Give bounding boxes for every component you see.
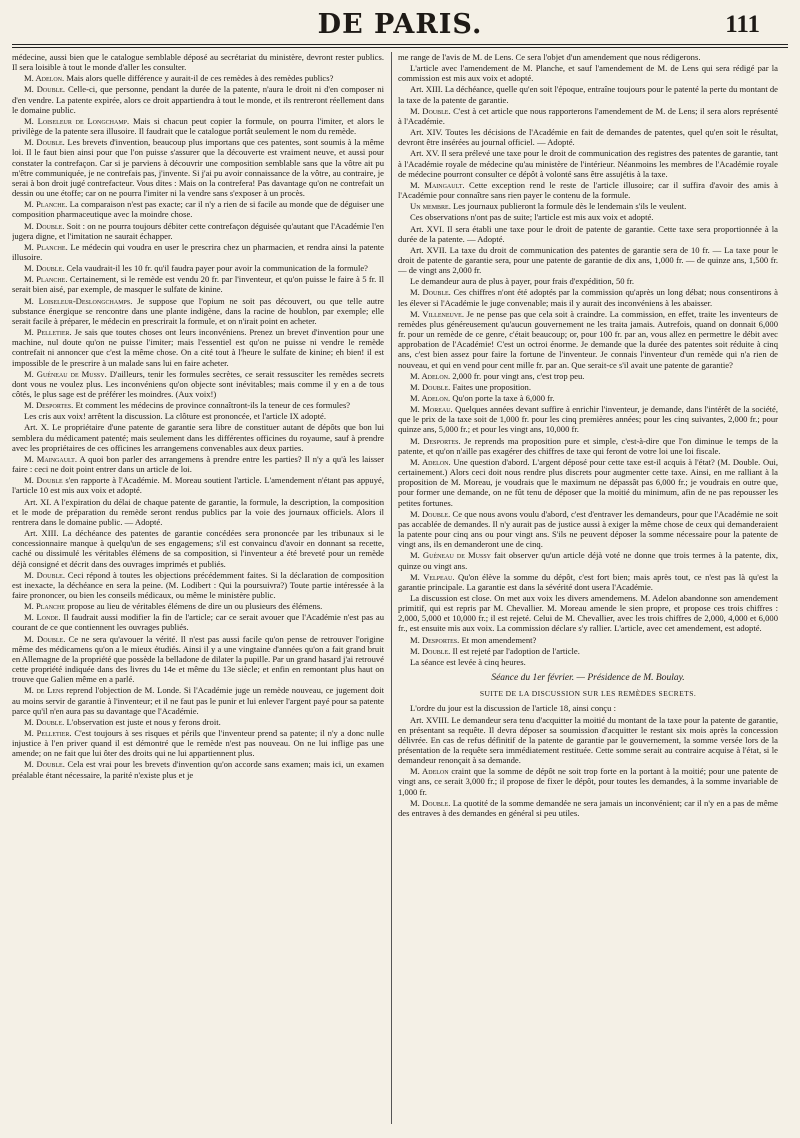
paragraph-text: Cela vaudrait-il les 10 fr. qu'il faudra payer pour avoir la communication de la formule?	[66, 263, 368, 274]
paragraph	[398, 63, 778, 83]
paragraph-text: s'en rapporte à l'Académie. M. Moreau soutient l'article. L'amendement n'étant pas appuyé, l'article 10 est mis aux voix et adopté.	[12, 475, 384, 496]
speaker-name: M. Desportes.	[24, 400, 74, 411]
paragraph	[12, 759, 384, 779]
speaker-name: Un membre.	[410, 201, 451, 212]
speaker-name: M. Planche.	[24, 199, 68, 210]
column-divider	[391, 52, 392, 1124]
paragraph	[398, 657, 778, 667]
paragraph	[398, 180, 778, 200]
paragraph	[398, 201, 778, 211]
paragraph-text: reprend l'objection de M. Londe. Si l'Académie juge un remède nouveau, ce jugement doit au moins servir de garantie à l'inventeur; et il ne faut pas le punir et lui enlever l'argent payé pour sa patente parce qu'il n'en aura pas su davantage que l'Académie.	[12, 685, 384, 716]
paragraph	[12, 612, 384, 632]
paragraph-text: Art. XVIII. Le demandeur sera tenu d'acquitter la moitié du montant de la taxe pour la patente de garantie, en présentant sa requête. Il devra déposer sa soumission d'acquitter le restant six mois après la concession délivrée. En cas de refus définitif de la patente de garantie par le gouvernement, la somme versée lors de la présentation de la requête sera immédiatement restituée. Cette somme serait au contraire acquise à l'état, si le demandeur renonçait à sa demande.	[398, 714, 778, 766]
paragraph-text: La discussion est close. On met aux voix les divers amendemens. M. Adelon abandonne son amendement primitif, qui est repris par M. Chevallier. M. Moreau amende le sien propre, et propose ces trois chiffres : 2,000, 5,000 et 10,000 fr.; il est rejeté. Celui de M. Chevallier, avec les trois chiffres de 2,000, 4,000 et 6,000 fr., est ensuite mis aux voix. La commission déclare s'y rallier. L'article, avec cet amendement, est adopté.	[398, 592, 778, 634]
paragraph	[398, 509, 778, 550]
paragraph-text: 2,000 fr. pour vingt ans, c'est trop peu.	[452, 370, 585, 381]
paragraph	[398, 457, 778, 508]
paragraph	[398, 766, 778, 796]
paragraph-text: D'ailleurs, tenir les formules secrètes, ce serait ressusciter les remèdes secrets dont vous ne voulez plus. Les inconvéniens qu'on objecte sont inévitables; mais comme il y en a de tous côtés, le plus sage est de préférer les moindres. (Aux voix!)	[12, 368, 384, 399]
paragraph-text: Et comment les médecins de province connaîtront-ils la teneur de ces formules?	[75, 400, 351, 411]
paragraph-text: Ces chiffres n'ont été adoptés par la commission qu'après un long débat; nous consentirons à les élever si l'Académie le juge convenable; mais il y aurait des inconvéniens à les abaisser.	[398, 287, 778, 308]
speaker-name: M. Adelon.	[410, 456, 451, 467]
paragraph	[398, 382, 778, 392]
paragraph-text: propose au lieu de véritables élémens de dire un ou plusieurs des élémens.	[67, 601, 323, 612]
paragraph	[398, 52, 778, 62]
paragraph-text: Il faudrait aussi modifier la fin de l'article; car ce serait avouer que l'Académie n'est pas au courant de ce que contiennent les ouvrages publiés.	[12, 612, 384, 633]
paragraph	[12, 454, 384, 474]
paragraph-text: Les brevets d'invention, beaucoup plus importans que ces patentes, sont soumis à la même loi. Il le faut bien ainsi pour que l'on puisse s'assurer que la découverte est vraiment neuve, et aussi pour constater la contrefaçon. Car si je parviens à découvrir une composition semblable sans que la vôtre ait pu m'être communiquée, je ne contrefais pas, j'invente. Si j'ai pu avoir connaissance de la vôtre, au contraire, je serai à bon droit jugé contrefacteur. Vous dites : Mais on la contrefera! Pas davantage qu'on ne contrefait un dessin ou une étoffe; car on ne pourra l'imiter ni la vendre sans s'exposer à un procès.	[12, 137, 384, 199]
speaker-name: M. Pelletier.	[24, 327, 72, 338]
paragraph-text: Je reprends ma proposition pure et simple, c'est-à-dire que l'on diminue le temps de la patente, et qu'on n'aille pas exagérer des chiffres de taxe qui feront de votre loi une loi fiscale.	[398, 435, 778, 456]
paragraph	[398, 593, 778, 634]
speaker-name: M. Double.	[24, 263, 65, 274]
speaker-name: M. Guéneau de Mussy.	[24, 368, 107, 379]
speaker-name: M. Pelletier.	[24, 728, 72, 738]
paragraph	[398, 572, 778, 592]
speaker-name: M. Maingault.	[410, 179, 465, 190]
speaker-name: M. Double.	[410, 508, 451, 519]
speaker-name: M. Double.	[24, 137, 65, 148]
paragraph	[398, 715, 778, 766]
paragraph	[12, 84, 384, 114]
paragraph-text: Art. XI. A l'expiration du délai de chaque patente de garantie, la formule, la description, la composition et le mode de préparation du remède seront rendus publics par la voie des journaux officiels. Alors il rentrera dans le domaine public. — Adopté.	[12, 496, 384, 527]
paragraph	[12, 528, 384, 569]
speaker-name: M. de Lens	[24, 685, 64, 696]
left-column	[12, 52, 384, 1124]
paragraph-text: Art. X. Le propriétaire d'une patente de garantie sera libre de constituer autant de dépôts que bon lui semblera du médicament patenté; mais seulement dans les différentes officines du royaume, sauf à prendre avec les propriétaires de ces officines les arrangemens convenables aux deux parties.	[12, 422, 384, 453]
paragraph-text: Les cris aux voix! arrêtent la discussion. La clôture est prononcée, et l'article IX adopté.	[24, 411, 326, 422]
paragraph-text: Qu'on porte la taxe à 6,000 fr.	[452, 393, 555, 403]
paragraph	[12, 221, 384, 241]
paragraph	[12, 274, 384, 294]
paragraph-text: Mais alors quelle différence y aurait-il de ces remèdes à des remèdes publics?	[66, 73, 334, 84]
paragraph	[398, 703, 778, 713]
paragraph-text: C'est à cet article que nous rapporterons l'amendement de M. de Lens; il sera alors représenté à l'Académie.	[398, 105, 778, 126]
paragraph-text: Je sais que toutes choses ont leurs inconvéniens. Prenez un brevet d'invention pour une machine, nul doute qu'on ne puisse l'imiter; mais l'essentiel est qu'on ne puisse ni vendre le remède contrefait ni annoncer que c'est la même chose. On a cité tout à l'heure le sulfate de kinine; eh bien! il est impossible de le prescrire à un malade sans lui en faire acheter.	[12, 327, 384, 368]
speaker-name: M. Planche.	[24, 241, 68, 252]
paragraph-text: Ce que nous avons voulu d'abord, c'est d'entraver les demandeurs, pour que l'Académie ne soit pas accablée de demandes. Il n'y aurait pas de justice aussi à exiger la même chose de ceux qui demanderaient la patente pour cinq ans ou pour vingt ans. S'ils ne peuvent déposer la somme nécessaire pour la patente de vingt ans, ils en demanderont une de cinq.	[398, 508, 778, 550]
paragraph-text: Il est rejeté par l'adoption de l'article.	[452, 645, 580, 656]
paragraph	[12, 717, 384, 727]
paragraph-text: Art. XVII. La taxe du droit de communication des patentes de garantie sera de 10 fr. — La taxe pour le droit de patente de garantie sera, pour une patente de garantie de dix ans, 1,000 fr. — de quinze ans, 1,500 fr. — de vingt ans 2,000 fr.	[398, 244, 778, 276]
paragraph	[398, 224, 778, 244]
paragraph-text: Art. XVI. Il sera établi une taxe pour le droit de patente de garantie. Cette taxe sera proportionnée à la durée de la patente. — Adopté.	[398, 223, 778, 244]
paragraph	[12, 369, 384, 399]
paragraph	[398, 245, 778, 275]
paragraph	[12, 263, 384, 273]
paragraph-text: Art. XIII. La déchéance des patentes de garantie concédées sera prononcée par les tribunaux si le concessionnaire manque à quelqu'un de ses engagemens; s'il est convaincu d'avoir en donnant sa recette, caché ou dissimulé les véritables élémens de sa composition, si l'inventeur a été breveté pour un remède déjà consigné et décrit dans des ouvrages imprimés et publiés.	[12, 528, 384, 569]
speaker-name: M. Guéneau de Mussy	[410, 550, 491, 561]
paragraph	[398, 371, 778, 381]
paragraph	[398, 798, 778, 818]
speaker-name: M. Planche	[24, 601, 66, 612]
speaker-name: M. Double.	[24, 633, 66, 644]
speaker-name: M. Loiseleur de Longchamp.	[24, 115, 130, 126]
paragraph-text: Cette exception rend le reste de l'article illusoire; car il suffira d'avoir des amis à l'Académie pour connaître sans rien payer le contenu de la formule.	[398, 179, 778, 201]
paragraph	[12, 52, 384, 72]
paragraph	[12, 411, 384, 421]
session-title: Séance du 1er février. — Présidence de M. Boulay.	[491, 673, 685, 684]
speaker-name: M. Moreau.	[410, 404, 453, 415]
speaker-name: M. Velpeau.	[410, 571, 455, 582]
paragraph	[12, 570, 384, 600]
paragraph-text: Mais si chacun peut copier la formule, on pourra l'imiter, et alors le privilège de la patente sera illusoire. Il faudrait que le catalogue portât seulement le nom du remède.	[12, 115, 384, 137]
paragraph	[12, 475, 384, 495]
speaker-name: M. Double.	[24, 220, 65, 231]
speaker-name: M. Double.	[24, 716, 65, 727]
speaker-name: M. Double.	[410, 381, 451, 392]
paragraph-text: Quelques années devant suffire à enrichir l'inventeur, je demande, dans l'intérêt de la société, que le prix de la taxe soit de 1,000 fr. pour les cinq premières années; pour les cinq suivantes, 2,000 fr.; pour quinze ans, 5,000 fr.; et pour les vingt ans, 10,000 fr.	[398, 404, 778, 435]
speaker-name: M. Double.	[24, 569, 65, 580]
session-subtitle: SUITE DE LA DISCUSSION SUR LES REMÈDES SECRETS.	[479, 689, 697, 699]
speaker-name: M. Adelon.	[410, 393, 451, 403]
paragraph	[12, 497, 384, 527]
paragraph-text: fait observer qu'un article déjà voté ne donne que trois termes à la patente, dix, quinze ou vingt ans.	[398, 550, 778, 571]
paragraph	[398, 276, 778, 286]
paragraph	[12, 137, 384, 198]
paragraph	[398, 393, 778, 403]
paragraph	[12, 327, 384, 368]
paragraph-text: A quoi bon parler des arrangemens à prendre entre les parties? Il n'y a qu'à les laisser faire : ceci ne doit point entrer dans un article de loi.	[12, 453, 384, 475]
speaker-name: M. Adelon.	[410, 370, 451, 381]
paragraph	[12, 199, 384, 219]
page-number: 111	[725, 11, 760, 38]
paragraph	[398, 148, 778, 178]
paragraph-text: Soit : on ne pourra toujours débiter cette contrefaçon déguisée qu'autant que l'Académie l'en jugera digne, et l'imitation ne saurait échapper.	[12, 220, 384, 241]
paragraph-text: Je suppose que l'opium ne soit pas découvert, ou que telle autre substance énergique se rencontre dans une plante indigène, dans la racine de houblon, par exemple; elle serait facile à préparer, le médecin en prescrirait la formule, et on n'irait point en acheter.	[12, 295, 384, 326]
paragraph	[398, 212, 778, 222]
speaker-name: M. Desportes.	[410, 634, 460, 645]
speaker-name: M. Londe.	[24, 612, 61, 623]
paragraph	[398, 84, 778, 104]
speaker-name: M. Desportes.	[410, 435, 461, 446]
paragraph	[12, 116, 384, 136]
paragraph-text: L'ordre du jour est la discussion de l'article 18, ainsi conçu :	[410, 703, 616, 714]
paragraph-text: La séance est levée à cinq heures.	[410, 656, 526, 667]
paragraph-text: La comparaison n'est pas exacte; car il n'y a rien de si facile au monde que de déguiser une composition pharmaceutique avec la moindre chose.	[12, 199, 384, 220]
speaker-name: M. Double.	[410, 287, 451, 298]
paragraph-text: Ce ne sera qu'avouer la vérité. Il n'est pas aussi facile qu'on pense de retrouver l'origine même des médicamens qu'on a le mieux étudiés. Ainsi il y a une vingtaine d'années qu'on a fait grand bruit en Allemagne de la propriété que possède la belladone de dilater la pupille. Par un grand hasard j'ai retrouvé cette propriété indiquée dans des livres du 14e et même du 13e siècle; et enfin en remontant plus haut on trouve que Galien même en a parlé.	[12, 633, 384, 685]
paragraph-text: Art. XV. Il sera prélevé une taxe pour le droit de communication des registres des patentes de garantie, tant à l'Académie royale de médecine qu'au ministère de l'intérieur. Néanmoins les membres de l'Académie royale de médecine pourront consulter ce dépôt à volonté sans être assujétis à la taxe.	[398, 148, 778, 179]
speaker-name: M. Maingault.	[24, 453, 77, 464]
paragraph	[398, 646, 778, 656]
header-rule	[12, 44, 788, 48]
paragraph	[398, 127, 778, 147]
paragraph-text: C'est toujours à ses risques et périls que l'inventeur prend sa patente; il n'y a donc nulle injustice à l'en priver quand il est démontré que le remède n'est pas nouveau. On ne lui inflige pas une amende; on ne fait que lui ôter des droits qui ne lui appartiennent plus.	[12, 728, 384, 759]
paragraph	[12, 400, 384, 410]
paragraph-text: Les journaux publieront la formule dès le lendemain s'ils le veulent.	[453, 201, 687, 212]
paragraph	[398, 287, 778, 307]
paragraph-text: craint que la somme de dépôt ne soit trop forte en la portant à la moitié; pour une patente de vingt ans, ce serait 3,000 fr.; il propose de fixer le dépôt, pour toutes les demandes, à la somme invariable de 1,000 fr.	[398, 766, 778, 797]
paragraph	[12, 728, 384, 758]
paragraph	[12, 422, 384, 452]
paragraph	[12, 634, 384, 685]
paragraph	[12, 73, 384, 83]
masthead	[0, 8, 800, 42]
paragraph-text: Ces observations n'ont pas de suite; l'article est mis aux voix et adopté.	[410, 212, 654, 223]
paragraph	[12, 601, 384, 611]
speaker-name: M. Adelon	[410, 766, 449, 777]
paragraph-text: Art. XIII. La déchéance, quelle qu'en soit l'époque, entraîne toujours pour le patenté la perte du montant de la taxe de la patente de garantie.	[398, 84, 778, 105]
paragraph-text: Celle-ci, que personne, pendant la durée de la patente, n'aura le droit ni d'en composer ni d'en vendre. La patente expirée, alors ce droit appartiendra à tout le monde, et ils rentreront réellement dans le domaine public.	[12, 84, 384, 115]
right-column	[398, 52, 778, 1124]
paragraph-text: Art. XIV. Toutes les décisions de l'Académie en fait de demandes de patentes, quel qu'en soit le résultat, devront être insérées au journal officiel. — Adopté.	[398, 127, 778, 148]
paragraph-text: médecine, aussi bien que le catalogue semblable déposé au secrétariat du ministère, devront rester publics. Il sera loisible à tout le monde d'aller les consulter.	[12, 52, 384, 73]
paragraph-text: L'observation est juste et nous y ferons droit.	[66, 716, 221, 727]
paragraph	[398, 404, 778, 434]
speaker-name: M. Loiseleur-Deslongchamps.	[24, 295, 133, 306]
paragraph-text: Qu'on élève la somme du dépôt, c'est fort bien; mais après tout, ce n'est pas là qu'est la garantie principale. La garantie est dans la sévérité dont usera l'Académie.	[398, 571, 778, 592]
speaker-name: M. Double.	[24, 759, 65, 770]
paragraph-text: Et mon amendement?	[461, 634, 537, 645]
speaker-name: M. Villeneuve.	[410, 308, 464, 319]
paragraph-text: La quotité de la somme demandée ne sera jamais un inconvénient; car il n'y en a pas de même des entraves à des demandes en général si peu utiles.	[398, 797, 778, 818]
paragraph-text: me range de l'avis de M. de Lens. Ce sera l'objet d'un amendement que nous rédigerons.	[398, 52, 701, 62]
paragraph-text: Certainement, si le remède est vendu 20 fr. par l'inventeur, et qu'on puisse le faire à 5 fr. Il serait bien aisé, par exemple, de masquer le sulfate de kinine.	[12, 274, 384, 295]
paragraph	[12, 685, 384, 715]
speaker-name: M. Planche.	[24, 274, 68, 285]
paragraph-text: Faites une proposition.	[452, 381, 531, 392]
speaker-name: M. Double.	[410, 797, 451, 808]
speaker-name: M. Adelon.	[24, 73, 65, 84]
paragraph-text: Cela est vrai pour les brevets d'invention qu'on accorde sans examen; mais ici, un examen préalable étant nécessaire, la parité n'existe plus et je	[12, 759, 384, 780]
speaker-name: M. Double	[24, 475, 63, 486]
paragraph-text: Le demandeur aura de plus à payer, pour frais d'expédition, 50 fr.	[410, 276, 635, 287]
paragraph-text: Je ne pense pas que cela soit à craindre. La commission, en effet, traite les inventeurs de remèdes plus généreusement qu'aucun gouvernement ne les traita jamais. Autrefois, quand on donnait 6,000 fr. pour un remède de ce genre, c'était beaucoup; or, pour 100 fr. par an, vous allez en permettre le débit avec approbation de l'Académie! C'est un octroi énorme. Je demande que la durée des patentes soit réduite à cinq ans, c'est bien assez pour faire la fortune de l'inventeur. Je connais l'inventeur d'un remède qui n'a rien de nouveau, et qui en vend pour cent mille fr. par an. Que serait-ce s'il avait une patente de garantie?	[398, 308, 778, 370]
speaker-name: M. Double.	[410, 105, 451, 116]
speaker-name: M. Double.	[410, 645, 451, 656]
paragraph	[398, 550, 778, 570]
paragraph-text: Une question d'abord. L'argent déposé pour cette taxe est-il acquis à l'état? (M. Double. Oui, certainement.) Alors ceci doit nous rendre plus discrets pour augmenter cette taxe. Ainsi, en me ralliant à la proposition de M. Moreau, je voudrais que le maximum ne dépassât pas 6,000 fr.; je voudrais en outre que, pour former une demande, on ne fût tenu de déposer que la moitié du minimum, afin de ne pas repousser les petites fortunes.	[398, 456, 778, 508]
paragraph	[398, 309, 778, 370]
paragraph	[398, 436, 778, 456]
speaker-name: M. Double.	[24, 84, 66, 95]
paragraph-text: L'article avec l'amendement de M. Planche, et sauf l'amendement de M. de Lens qui sera rédigé par la commission est mis aux voix et adopté.	[398, 63, 778, 84]
page-title: DE PARIS.	[317, 9, 483, 40]
paragraph-text: Le médecin qui voudra en user le prescrira chez un pharmacien, et rendra ainsi la patente illusoire.	[12, 241, 384, 262]
paragraph	[12, 296, 384, 326]
paragraph	[398, 106, 778, 126]
paragraph	[12, 242, 384, 262]
paragraph-text: Ceci répond à toutes les objections précédemment faites. Si la déclaration de composition est inexacte, la déchéance en sera la peine. (M. Lodibert : Qui la poursuivra?) Toute partie intéressée à la faire prononcer, ou bien les conseils médicaux, ou même le ministère public.	[12, 569, 384, 600]
paragraph	[398, 635, 778, 645]
